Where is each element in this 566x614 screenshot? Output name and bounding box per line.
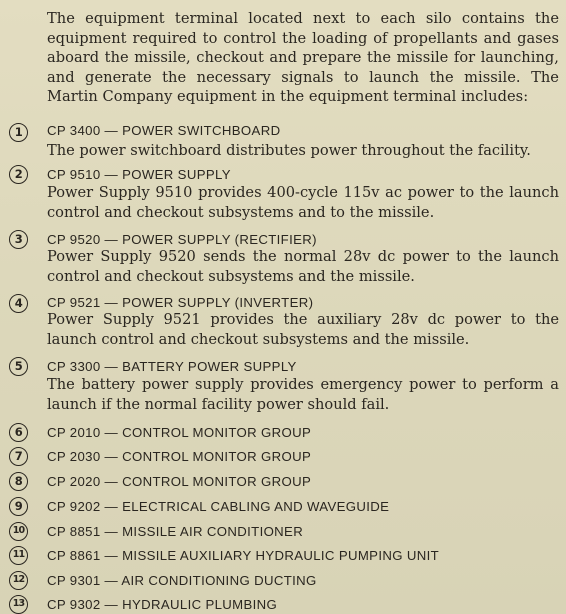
item-number-badge: 11: [9, 546, 28, 565]
item-heading: CP 2010 — CONTROL MONITOR GROUP: [47, 425, 312, 440]
item-heading: CP 8851 — MISSILE AIR CONDITIONER: [47, 524, 304, 539]
item-number-badge: 3: [9, 230, 28, 249]
intro-paragraph: The equipment terminal located next to each silo contains the equipment required to control the loading of propellants and gases aboard the missile, checkout and prepare the missile for launching, and generate the necessary signals to launch the missile. The Martin Company equipment in the equipment terminal includes:: [47, 10, 559, 105]
item-description: The power switchboard distributes power throughout the facility.: [47, 142, 531, 159]
item-heading: CP 9520 — POWER SUPPLY (RECTIFIER): [47, 232, 317, 247]
item-description: The battery power supply provides emergency power to perform a launch if the normal facility power should fail.: [47, 376, 559, 413]
item-number-badge: 1: [9, 123, 28, 142]
item-number-badge: 8: [9, 472, 28, 491]
item-heading: CP 3400 — POWER SWITCHBOARD: [47, 123, 281, 138]
item-heading: CP 9510 — POWER SUPPLY: [47, 167, 231, 182]
item-number-badge: 7: [9, 447, 28, 466]
item-number-badge: 10: [9, 522, 28, 541]
item-number-badge: 2: [9, 165, 28, 184]
item-heading: CP 9302 — HYDRAULIC PLUMBING: [47, 597, 278, 612]
item-number-badge: 12: [9, 571, 28, 590]
item-heading: CP 9202 — ELECTRICAL CABLING AND WAVEGUIDE: [47, 499, 390, 514]
item-heading: CP 2030 — CONTROL MONITOR GROUP: [47, 449, 312, 464]
item-heading: CP 2020 — CONTROL MONITOR GROUP: [47, 474, 312, 489]
item-heading: CP 9301 — AIR CONDITIONING DUCTING: [47, 573, 317, 588]
item-number-badge: 9: [9, 497, 28, 516]
item-number-badge: 6: [9, 423, 28, 442]
item-heading: CP 3300 — BATTERY POWER SUPPLY: [47, 359, 297, 374]
item-description: Power Supply 9521 provides the auxiliary 28v dc power to the launch control and checkout subsystems and the missile.: [47, 311, 559, 348]
item-heading: CP 9521 — POWER SUPPLY (INVERTER): [47, 295, 314, 310]
item-description: Power Supply 9520 sends the normal 28v dc power to the launch control and checkout subsystems and the missile.: [47, 248, 559, 285]
item-description: Power Supply 9510 provides 400-cycle 115v ac power to the launch control and checkout subsystems and to the missile.: [47, 184, 559, 221]
item-heading: CP 8861 — MISSILE AUXILIARY HYDRAULIC PUMPING UNIT: [47, 548, 439, 563]
item-number-badge: 5: [9, 357, 28, 376]
item-number-badge: 13: [9, 595, 28, 614]
item-number-badge: 4: [9, 294, 28, 313]
